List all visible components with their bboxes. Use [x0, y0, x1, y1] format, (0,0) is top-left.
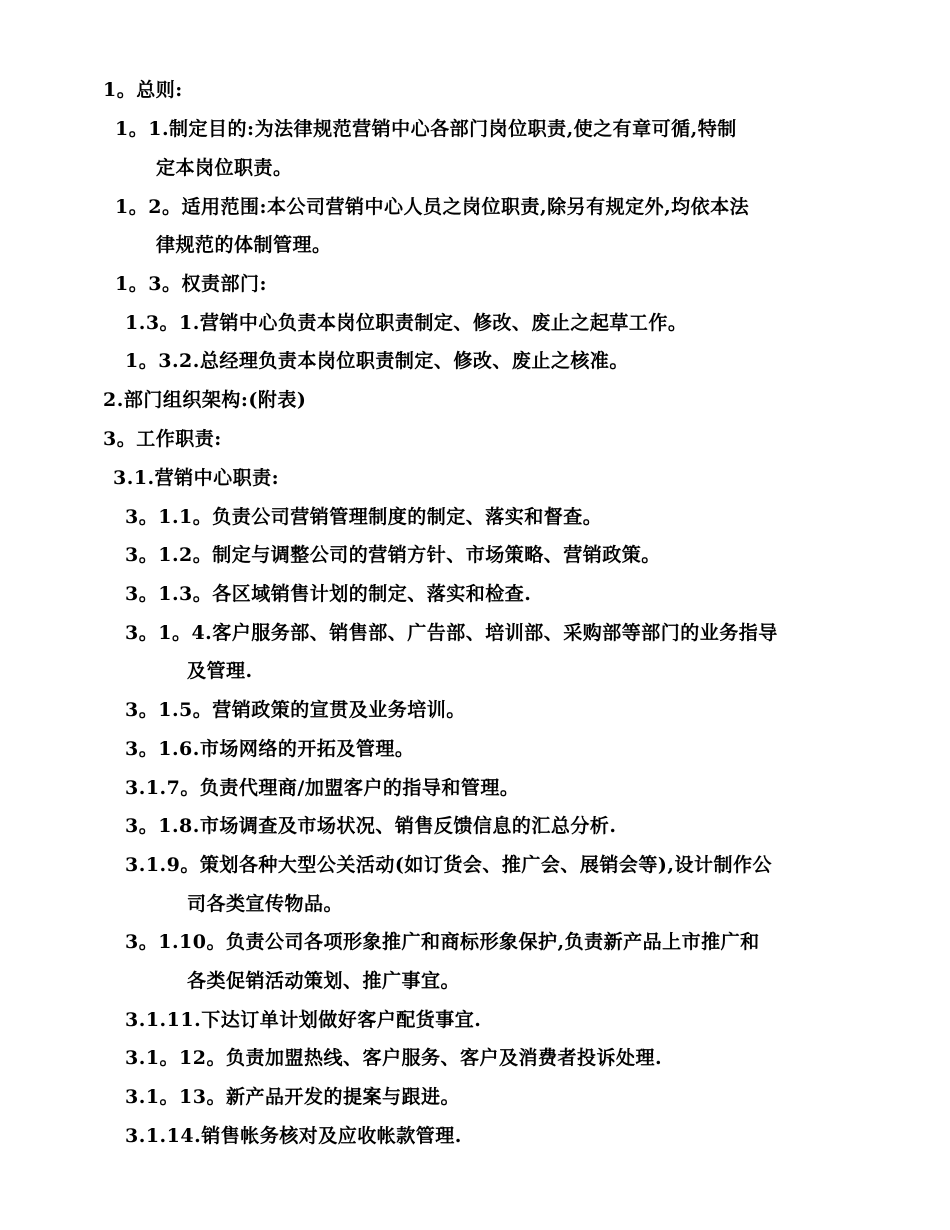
item-1-3: 1。3。权责部门: [115, 273, 267, 295]
item-3-1-13: 3.1。13。新产品开发的提案与跟进。 [125, 1086, 460, 1108]
item-3-1-8: 3。1.8.市场调查及市场状况、销售反馈信息的汇总分析. [125, 815, 617, 837]
item-3-1-10-cont: 各类促销活动策划、推广事宜。 [187, 970, 461, 992]
item-1-2: 1。2。适用范围:本公司营销中心人员之岗位职责,除另有规定外,均依本法 [115, 196, 750, 218]
item-1-2-cont: 律规范的体制管理。 [156, 234, 332, 256]
item-3-1-10: 3。1.10。负责公司各项形象推广和商标形象保护,负责新产品上市推广和 [125, 931, 760, 953]
item-1-3-2: 1。3.2.总经理负责本岗位职责制定、修改、废止之核准。 [125, 350, 629, 372]
item-3-1-4: 3。1。4.客户服务部、销售部、广告部、培训部、采购部等部门的业务指导 [125, 622, 778, 644]
item-3-1-2: 3。1.2。制定与调整公司的营销方针、市场策略、营销政策。 [125, 544, 661, 566]
item-3-1-11: 3.1.11.下达订单计划做好客户配货事宜. [125, 1009, 482, 1031]
item-3-1-9: 3.1.9。策划各种大型公关活动(如订货会、推广会、展销会等),设计制作公 [125, 854, 772, 876]
item-3-1-5: 3。1.5。营销政策的宣贯及业务培训。 [125, 699, 466, 721]
item-3-1-14: 3.1.14.销售帐务核对及应收帐款管理. [125, 1125, 462, 1147]
item-3-1-7: 3.1.7。负责代理商/加盟客户的指导和管理。 [125, 777, 520, 799]
item-1-3-1: 1.3。1.营销中心负责本岗位职责制定、修改、废止之起草工作。 [125, 312, 688, 334]
item-3-1-12: 3.1。12。负责加盟热线、客户服务、客户及消费者投诉处理. [125, 1047, 663, 1069]
heading-org-structure: 2.部门组织架构:(附表) [103, 389, 307, 411]
item-1-1: 1。1.制定目的:为法律规范营销中心各部门岗位职责,使之有章可循,特制 [115, 118, 737, 140]
item-3-1: 3.1.营销中心职责: [113, 467, 280, 489]
item-3-1-3: 3。1.3。各区域销售计划的制定、落实和检查. [125, 583, 532, 605]
item-3-1-4-cont: 及管理. [187, 660, 253, 682]
item-3-1-1: 3。1.1。负责公司营销管理制度的制定、落实和督查。 [125, 506, 603, 528]
item-3-1-6: 3。1.6.市场网络的开拓及管理。 [125, 738, 415, 760]
heading-general: 1。总则: [103, 79, 183, 101]
item-1-1-cont: 定本岗位职责。 [156, 157, 293, 179]
heading-duties: 3。工作职责: [103, 428, 222, 450]
item-3-1-9-cont: 司各类宣传物品。 [187, 893, 344, 915]
